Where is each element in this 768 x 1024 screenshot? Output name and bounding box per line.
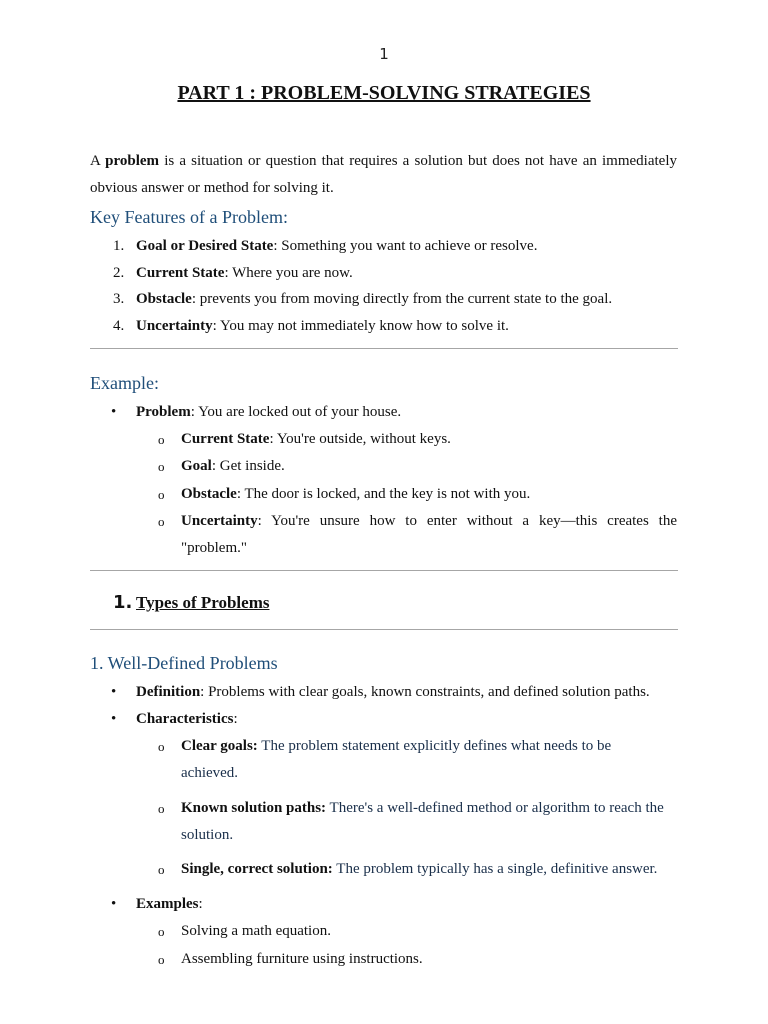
characteristic-clear-goals (181, 733, 641, 787)
feature-item-uncertainty (136, 313, 509, 340)
feature-term: Obstacle (136, 291, 192, 307)
example-term: Uncertainty (181, 513, 258, 529)
example-current-state (181, 426, 451, 453)
example-list-item: Solving a math equation. (181, 923, 331, 939)
feature-number: 3. (113, 291, 125, 307)
example-heading: Example: (90, 373, 159, 393)
example-obstacle (181, 481, 530, 508)
example-term: Goal (181, 458, 212, 474)
sub-marker: o (158, 952, 165, 967)
definition-text: : Problems with clear goals, known constraints, and defined solution paths. (200, 684, 650, 700)
divider (90, 348, 678, 349)
characteristic-single-solution (181, 856, 657, 883)
characteristics-colon: : (233, 711, 238, 727)
example-problem-term: Problem (136, 404, 191, 420)
divider (90, 629, 678, 630)
examples-item (136, 891, 203, 918)
feature-term: Uncertainty (136, 318, 213, 334)
example-uncertainty (181, 508, 677, 562)
bullet-marker: • (111, 684, 117, 700)
example-text: : The door is locked, and the key is not with you. (236, 486, 531, 502)
intro-text: is a situation or question that requires a solution but does not have an immediately obvious answer or method for solving it. (90, 153, 677, 196)
example-problem-text: : You are locked out of your house. (190, 404, 402, 420)
example-text: : You're unsure how to enter without a key—this creates the "problem." (181, 513, 677, 556)
feature-number: 4. (113, 318, 125, 334)
page-number: 1 (379, 45, 389, 63)
example-problem (136, 399, 401, 426)
characteristic-term: Known solution paths: (181, 800, 327, 816)
characteristic-text: There's a well-defined method or algorithm to reach the solution. (181, 800, 664, 843)
sub-marker: o (158, 739, 165, 754)
well-defined-heading: 1. Well-Defined Problems (90, 653, 278, 673)
sub-marker: o (158, 487, 165, 502)
feature-number: 2. (113, 265, 125, 281)
example-goal (181, 453, 285, 480)
bullet-marker: • (111, 404, 117, 420)
bullet-marker: • (111, 711, 117, 727)
examples-colon: : (198, 896, 203, 912)
characteristics-term: Characteristics (136, 711, 234, 727)
feature-item-current-state (136, 260, 353, 287)
sub-marker: o (158, 459, 165, 474)
key-features-heading: Key Features of a Problem: (90, 207, 288, 227)
bullet-marker: • (111, 896, 117, 912)
example-term: Obstacle (181, 486, 237, 502)
definition-term: Definition (136, 684, 201, 700)
feature-term: Goal or Desired State (136, 238, 274, 254)
feature-term: Current State (136, 265, 225, 281)
example-text: : Get inside. (211, 458, 285, 474)
feature-number: 1. (113, 238, 125, 254)
example-term: Current State (181, 431, 270, 447)
example-list-item: Assembling furniture using instructions. (181, 951, 423, 967)
feature-text: : Something you want to achieve or resolve. (273, 238, 538, 254)
characteristic-term: Clear goals: (181, 738, 258, 754)
feature-text: : You may not immediately know how to solve it. (212, 318, 509, 334)
example-text: : You're outside, without keys. (269, 431, 451, 447)
intro-paragraph (90, 148, 677, 202)
feature-text: : prevents you from moving directly from the current state to the goal. (191, 291, 613, 307)
feature-item-goal (136, 233, 537, 260)
characteristic-text: The problem typically has a single, definitive answer. (332, 861, 658, 877)
feature-text: : Where you are now. (224, 265, 353, 281)
sub-marker: o (158, 862, 165, 877)
feature-item-obstacle (136, 286, 612, 313)
sub-marker: o (158, 514, 165, 529)
sub-marker: o (158, 432, 165, 447)
section-number: 1. (113, 592, 133, 613)
sub-marker: o (158, 801, 165, 816)
examples-term: Examples (136, 896, 199, 912)
characteristics-item (136, 706, 238, 733)
characteristic-text: The problem statement explicitly defines what needs to be achieved. (181, 738, 612, 781)
sub-marker: o (158, 924, 165, 939)
page-title: PART 1 : PROBLEM-SOLVING STRATEGIES (177, 82, 591, 104)
intro-term: problem (105, 153, 160, 169)
characteristic-known-paths (181, 795, 677, 849)
definition-item (136, 679, 650, 706)
divider (90, 570, 678, 571)
intro-prefix: A (90, 153, 106, 169)
characteristic-term: Single, correct solution: (181, 861, 333, 877)
section-title: Types of Problems (136, 593, 270, 612)
